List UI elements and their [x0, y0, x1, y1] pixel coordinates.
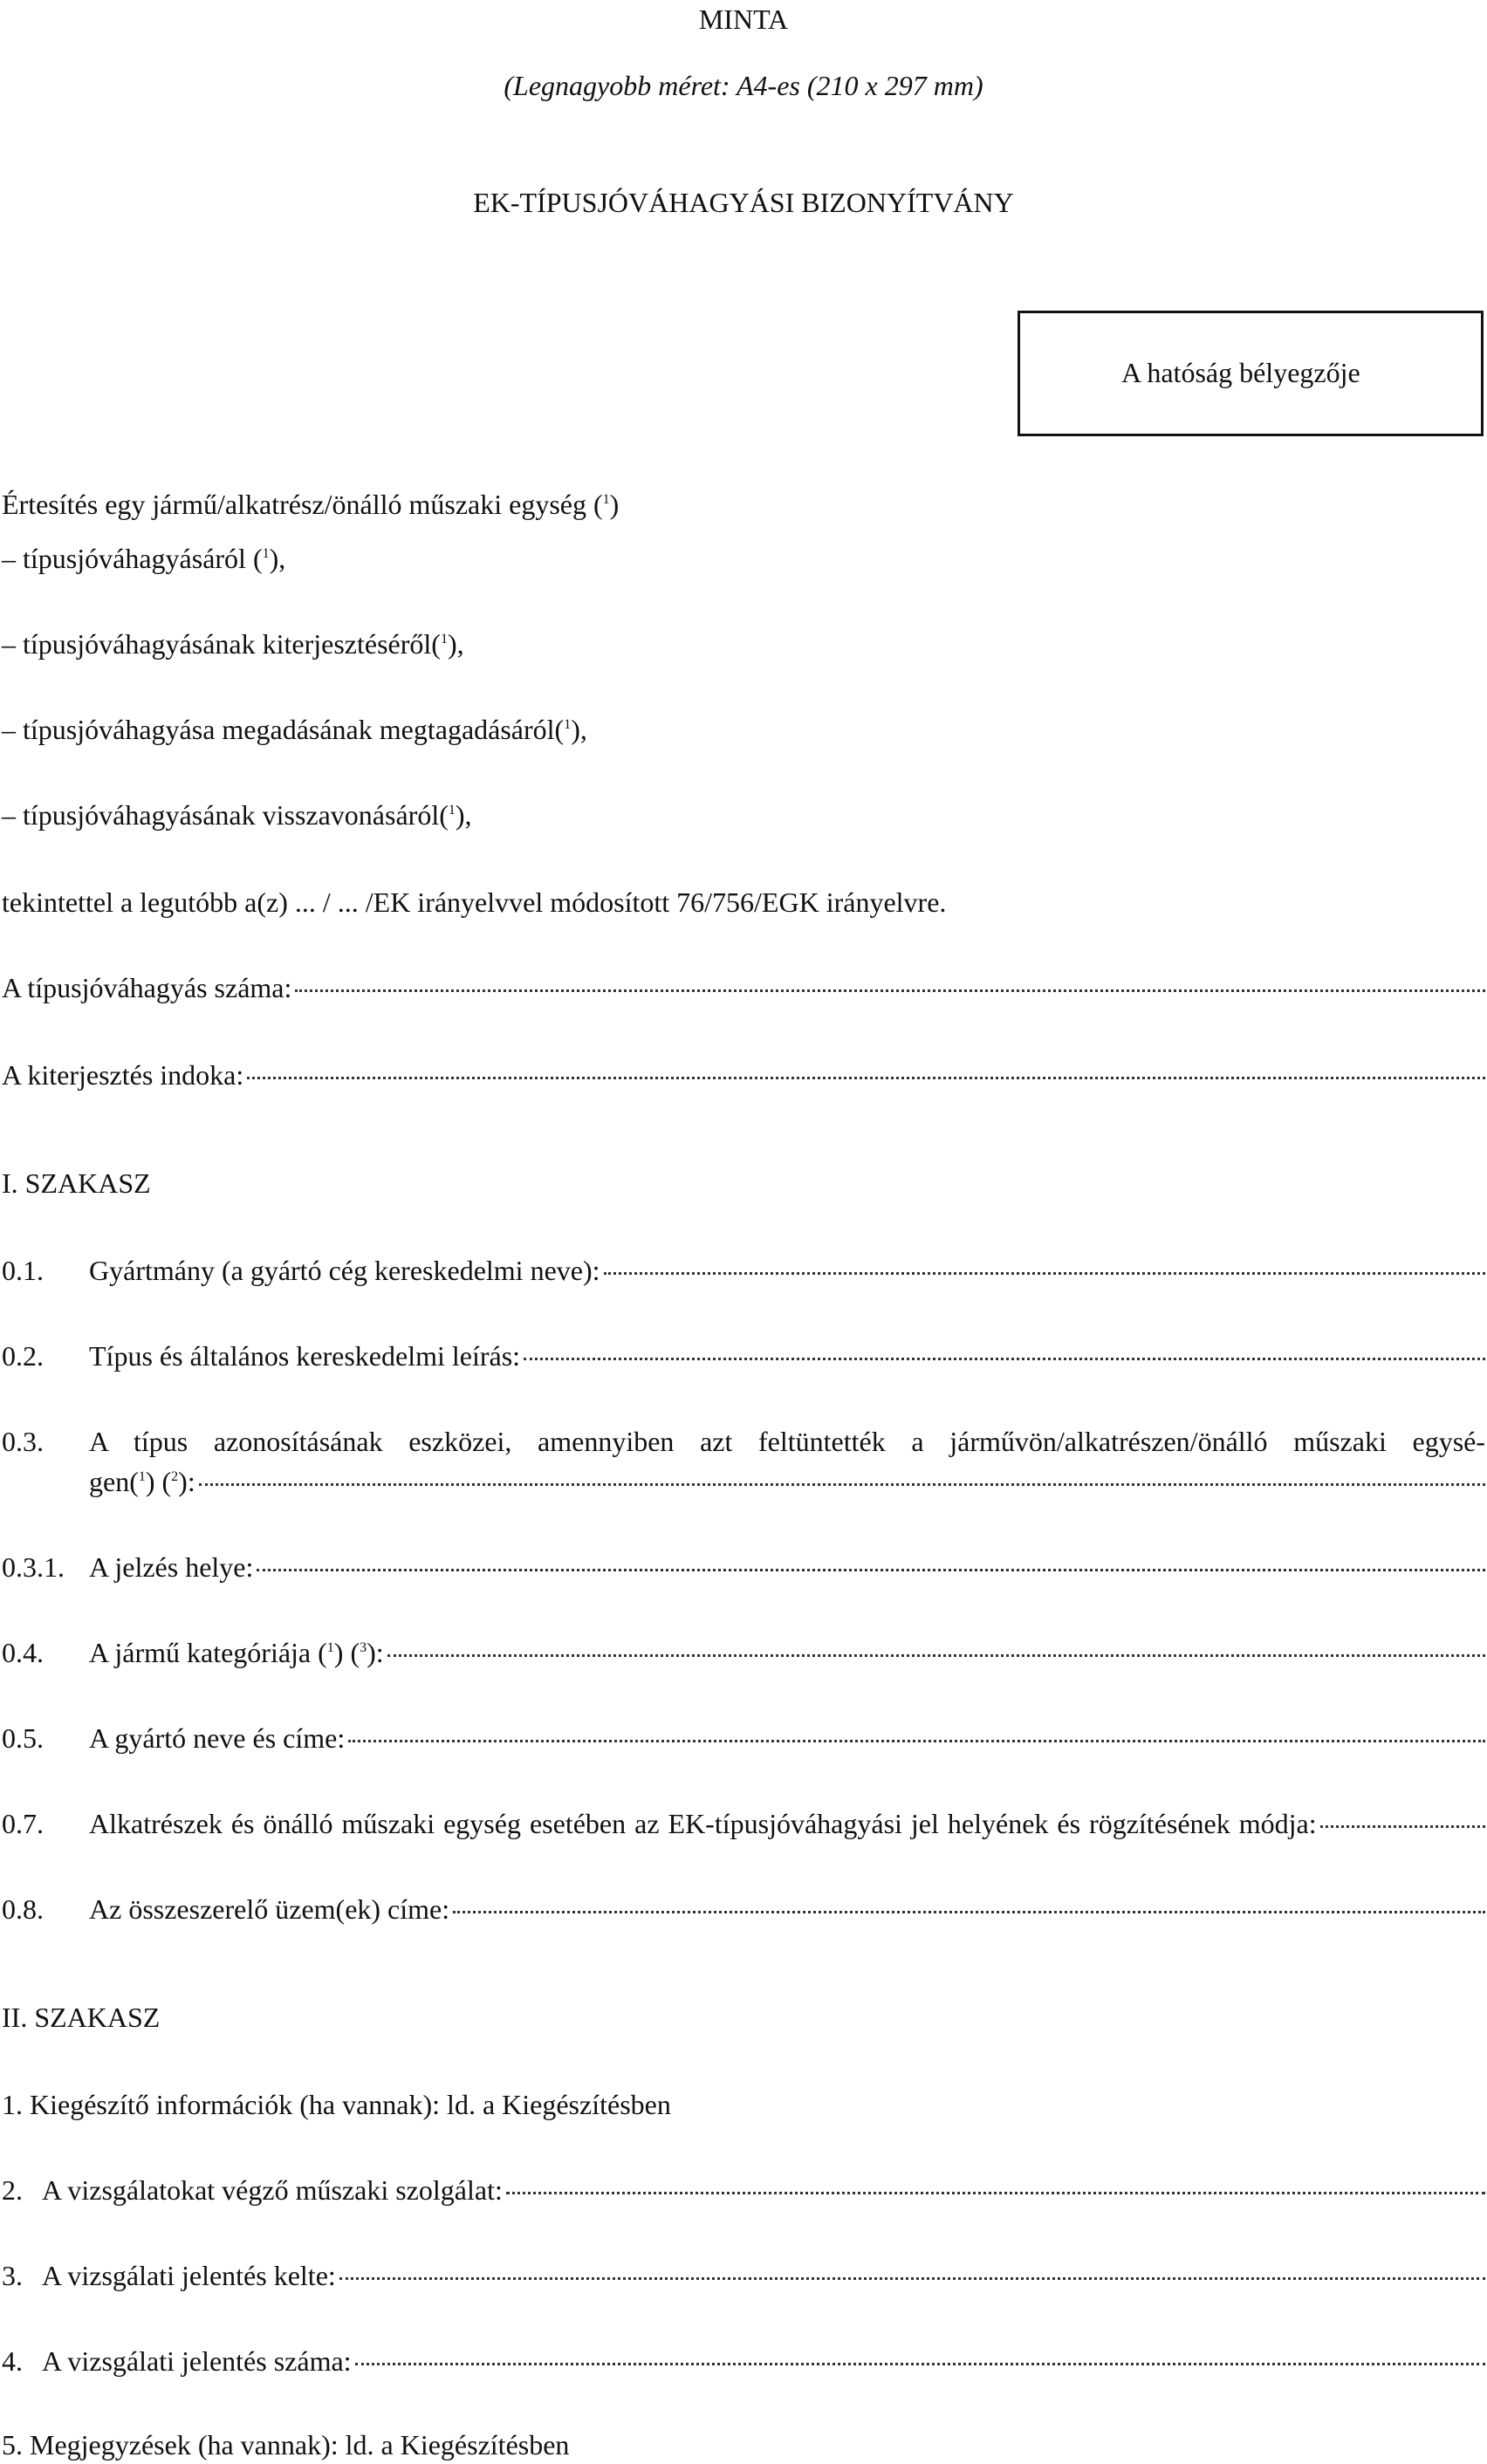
- fill-in-line: [1320, 1825, 1485, 1828]
- notice-item: – típusjóváhagyásának visszavonásáról($^1$),: [2, 799, 472, 831]
- notice-text: Értesítés egy jármű/alkatrész/önálló műszaki egység: [2, 489, 586, 520]
- field-label: A vizsgálati jelentés kelte:: [42, 2260, 336, 2291]
- field-label: Gyártmány (a gyártó cég kereskedelmi neve):: [89, 1255, 600, 1286]
- field-label: A vizsgálati jelentés száma:: [42, 2345, 352, 2377]
- extension-reason-field[interactable]: [2, 1057, 1485, 1092]
- section-heading: II. SZAKASZ: [2, 2002, 161, 2033]
- field-row-0-1[interactable]: [2, 1253, 1485, 1288]
- size-note: (Legnagyobb méret: A4-es (210 x 297 mm): [504, 70, 983, 101]
- footnote-ref: 1: [564, 717, 572, 732]
- field-label: A jármű kategóriája ($^1$) ($^3$):: [89, 1637, 384, 1668]
- fill-in-line: [524, 1358, 1485, 1360]
- field-label: Az összeszerelő üzem(ek) címe:: [89, 1893, 450, 1925]
- fill-in-line: [339, 2277, 1485, 2280]
- field-number: 0.3.1.: [2, 1551, 65, 1583]
- footnote-ref: 1: [138, 1469, 146, 1484]
- field-label: A jelzés helye:: [89, 1551, 254, 1583]
- notice-item: – típusjóváhagyásának kiterjesztéséről($^1$),: [2, 628, 464, 660]
- field-number: 2.: [2, 2174, 23, 2206]
- footnote-ref: 1: [262, 546, 270, 561]
- notice-item: – típusjóváhagyásáról ($^1$),: [2, 543, 286, 574]
- field-row-5: [2, 2427, 569, 2462]
- field-label: A típusjóváhagyás száma:: [2, 972, 292, 1003]
- field-label: A kiterjesztés indoka:: [2, 1059, 244, 1091]
- field-row-0-8[interactable]: [2, 1892, 1485, 1927]
- notice-line: Értesítés egy jármű/alkatrész/önálló műszaki egység ($^1$): [2, 489, 620, 520]
- field-row-0-5[interactable]: [2, 1721, 1485, 1756]
- field-row-4[interactable]: [2, 2344, 1485, 2378]
- fill-in-line: [387, 1654, 1485, 1657]
- field-row-0-2[interactable]: [2, 1338, 1485, 1373]
- field-row-0-3[interactable]: [89, 1464, 1485, 1499]
- fill-in-line: [247, 1077, 1485, 1079]
- approval-number-field[interactable]: [2, 970, 1485, 1005]
- notice-item-text: – típusjóváhagyásának visszavonásáról: [2, 799, 440, 831]
- fill-in-line: [257, 1569, 1485, 1571]
- footnote-ref: 2: [171, 1469, 179, 1484]
- field-label: Megjegyzések (ha vannak): ld. a Kiegészítésben: [30, 2429, 570, 2461]
- footnote-ref: 1: [326, 1640, 334, 1655]
- field-label-text: gen: [89, 1466, 130, 1497]
- field-row-2[interactable]: [2, 2173, 1485, 2207]
- field-row-1: [2, 2087, 671, 2122]
- document-label: MINTA: [698, 3, 789, 35]
- section-heading: I. SZAKASZ: [2, 1167, 151, 1199]
- fill-in-line: [348, 1740, 1485, 1742]
- fill-in-line: [453, 1911, 1485, 1913]
- notice-item-text: – típusjóváhagyásáról: [2, 543, 246, 574]
- fill-in-line: [506, 2192, 1485, 2194]
- field-number: 0.8.: [2, 1893, 44, 1925]
- field-label: A gyártó neve és címe:: [89, 1722, 346, 1754]
- notice-item-text: – típusjóváhagyásának kiterjesztéséről: [2, 628, 432, 660]
- field-label: Alkatrészek és önálló műszaki egység esetében az EK-típusjóváhagyási jel helyének és rögzítésének módja:: [89, 1808, 1317, 1839]
- notice-item-text: – típusjóváhagyása megadásának megtagadásáról: [2, 714, 555, 745]
- field-number: 0.4.: [2, 1637, 44, 1668]
- field-label-line2: gen($^1$) ($^2$):: [89, 1466, 195, 1497]
- field-label: Típus és általános kereskedelmi leírás:: [89, 1340, 521, 1372]
- fill-in-line: [355, 2363, 1485, 2365]
- field-number: 0.2.: [2, 1340, 44, 1372]
- directive-text: tekintettel a legutóbb a(z) ... / ... /EK irányelvvel módosított 76/756/EGK irányelvre.: [2, 886, 947, 918]
- field-number: 1.: [2, 2089, 23, 2120]
- field-row-0-7[interactable]: [2, 1806, 1485, 1841]
- fill-in-line: [199, 1483, 1485, 1486]
- field-number: 5.: [2, 2429, 23, 2461]
- field-row-3[interactable]: [2, 2258, 1485, 2293]
- field-number: 0.3.: [2, 1426, 44, 1457]
- field-label-text: A jármű kategóriája: [89, 1637, 312, 1668]
- field-number: 0.5.: [2, 1722, 44, 1754]
- document-title: EK-TÍPUSJÓVÁHAGYÁSI BIZONYÍTVÁNY: [473, 187, 1014, 218]
- fill-in-line: [295, 989, 1485, 992]
- field-row-0-3-1[interactable]: [2, 1550, 1485, 1584]
- authority-stamp-box: [1018, 311, 1484, 436]
- field-label-line1: A típus azonosításának eszközei, amennyiben azt feltüntették a járművön/alkatrészen/önálló műszaki egysé-: [89, 1426, 1485, 1457]
- field-number: 4.: [2, 2345, 23, 2377]
- field-row-0-4[interactable]: [2, 1635, 1485, 1670]
- notice-item: – típusjóváhagyása megadásának megtagadásáról($^1$),: [2, 714, 587, 745]
- footnote-ref: 1: [440, 632, 448, 647]
- field-label: A vizsgálatokat végző műszaki szolgálat:: [42, 2174, 503, 2206]
- fill-in-line: [604, 1272, 1485, 1275]
- footnote-ref: 3: [360, 1640, 367, 1655]
- footnote-ref: 1: [602, 492, 610, 507]
- field-number: 3.: [2, 2260, 23, 2291]
- stamp-label: A hatóság bélyegzője: [1121, 357, 1360, 388]
- field-number: 0.1.: [2, 1255, 44, 1286]
- footnote-ref: 1: [448, 803, 456, 818]
- field-label: Kiegészítő információk (ha vannak): ld. a Kiegészítésben: [30, 2089, 671, 2120]
- field-number: 0.7.: [2, 1808, 44, 1839]
